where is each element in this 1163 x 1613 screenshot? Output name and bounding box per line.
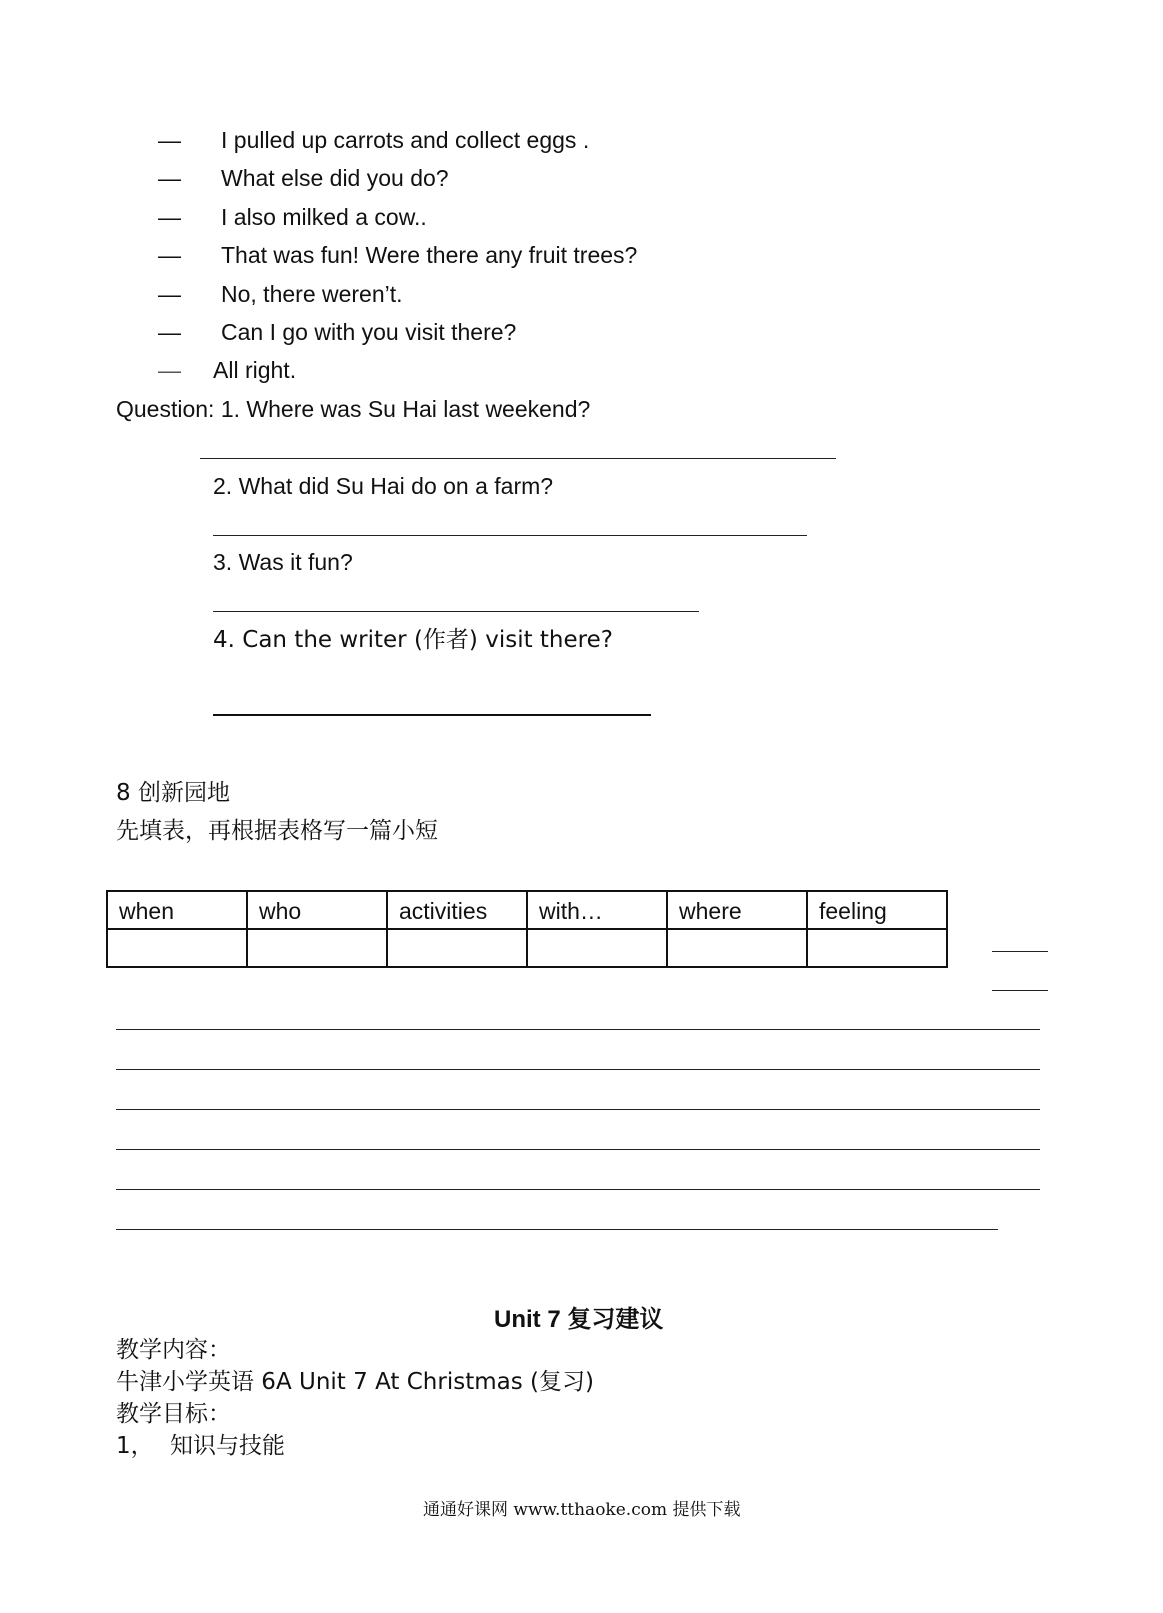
dialogue-dash: — [158, 319, 181, 345]
header-activities: activities [399, 898, 488, 924]
writing-line [116, 1029, 1040, 1030]
header-when: when [119, 898, 174, 924]
goal-label: 教学目标： [116, 1401, 231, 1427]
dialogue-dash: — [158, 165, 181, 191]
question-4: 4. Can the writer (作者) visit there? [213, 627, 613, 653]
table-header-row [107, 891, 947, 929]
writing-line [116, 1069, 1040, 1070]
question-3: 3. Was it fun? [213, 549, 353, 575]
dialogue-line: That was fun! Were there any fruit trees? [221, 242, 638, 268]
goal-item-text: 知识与技能 [170, 1433, 285, 1459]
table-blank-cell [807, 929, 947, 967]
dialogue-dash: — [158, 242, 181, 268]
question-2: 2. What did Su Hai do on a farm? [213, 473, 554, 499]
dialogue-line: All right. [213, 357, 297, 383]
answer-line-3 [213, 611, 699, 612]
table-blank-cell [247, 929, 387, 967]
table-header-cell [807, 891, 947, 929]
header-feeling: feeling [819, 898, 887, 924]
answer-line-1 [200, 458, 836, 459]
fill-in-table [106, 890, 948, 968]
dialogue-dash: — [158, 204, 181, 230]
dialogue-line: Can I go with you visit there? [221, 319, 517, 345]
content-label: 教学内容： [116, 1337, 231, 1363]
table-blank-cell [387, 929, 527, 967]
table-blank-row [107, 929, 947, 967]
writing-line [116, 1229, 998, 1230]
dialogue-line: What else did you do? [221, 165, 449, 191]
table-header-cell [247, 891, 387, 929]
dialogue-line: I pulled up carrots and collect eggs . [221, 127, 590, 153]
section-8-title: 8 创新园地 [116, 780, 230, 806]
writing-line [116, 1109, 1040, 1110]
goal-item-number: 1， [116, 1433, 154, 1459]
table-blank-cell [107, 929, 247, 967]
section-8-instruction: 先填表，再根据表格写一篇小短 [116, 818, 438, 844]
side-short-line [992, 990, 1048, 991]
header-with: with… [539, 898, 603, 924]
writing-line [116, 1149, 1040, 1150]
content-text: 牛津小学英语 6A Unit 7 At Christmas (复习) [116, 1369, 594, 1395]
header-where: where [679, 898, 742, 924]
table-blank-cell [527, 929, 667, 967]
dialogue-dash: — [158, 357, 181, 383]
answer-line-4 [213, 714, 651, 716]
answer-line-2 [213, 535, 807, 536]
header-who: who [259, 898, 302, 924]
table-header-cell [387, 891, 527, 929]
side-short-line [992, 951, 1048, 952]
unit-7-heading: Unit 7 复习建议 [494, 1306, 664, 1333]
dialogue-line: No, there weren’t. [221, 281, 403, 307]
dialogue-dash: — [158, 127, 181, 153]
writing-line [116, 1189, 1040, 1190]
table-header-cell [527, 891, 667, 929]
table-header-cell [667, 891, 807, 929]
table-header-cell [107, 891, 247, 929]
dialogue-line: I also milked a cow.. [221, 204, 427, 230]
dialogue-dash: — [158, 281, 181, 307]
table-blank-cell [667, 929, 807, 967]
page-footer: 通通好课网 www.tthaoke.com 提供下载 [423, 1500, 741, 1520]
question-1: Question: 1. Where was Su Hai last weekend? [116, 396, 591, 422]
